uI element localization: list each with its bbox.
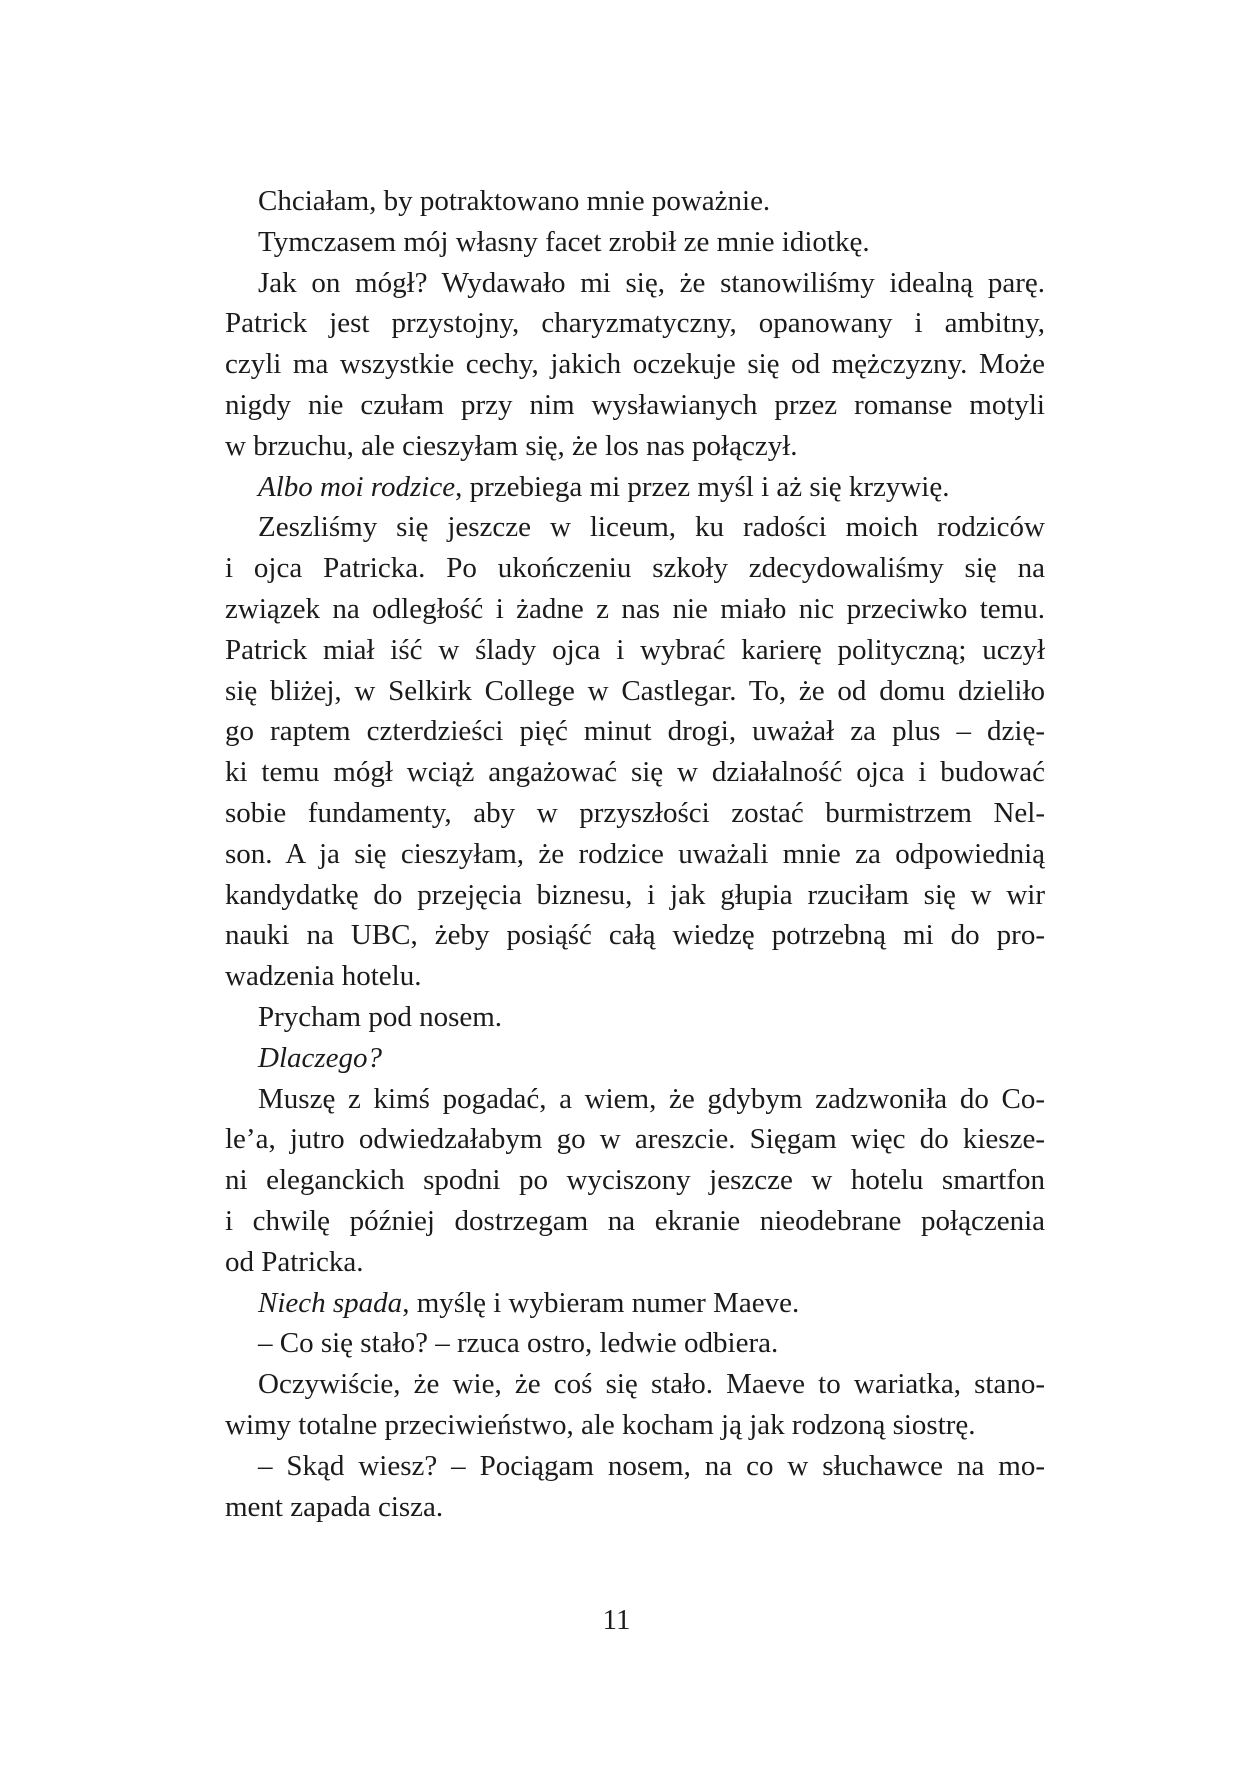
text-segment: Jak on mógł? Wydawało mi się, że stanowiliśmy idealną parę. <box>258 266 1045 299</box>
text-line <box>225 1201 1045 1242</box>
text-line <box>225 1364 1045 1405</box>
text-segment: Tymczasem mój własny facet zrobił ze mnie idiotkę. <box>258 225 870 258</box>
text-segment: Patrick miał iść w ślady ojca i wybrać karierę polityczną; uczył <box>225 633 1045 666</box>
text-line <box>225 793 1045 834</box>
text-line <box>225 630 1045 671</box>
text-segment: sobie fundamenty, aby w przyszłości zostać burmistrzem Nel- <box>225 796 1045 829</box>
text-segment: w brzuchu, ale cieszyłam się, że los nas połączył. <box>225 429 798 462</box>
text-segment: Zeszliśmy się jeszcze w liceum, ku radości moich rodziców <box>258 511 1045 544</box>
text-segment: nauki na UBC, żeby posiąść całą wiedzę potrzebną mi do pro- <box>225 919 1045 952</box>
text-line <box>225 589 1045 630</box>
text-segment: ki temu mógł wciąż angażować się w działalność ojca i budować <box>225 756 1045 789</box>
text-segment: le’a, jutro odwiedzałabym go w areszcie. Sięgam więc do kiesze- <box>225 1123 1045 1156</box>
text-segment: – Co się stało? – rzuca ostro, ledwie odbiera. <box>258 1327 779 1360</box>
text-line <box>225 1446 1045 1487</box>
text-line <box>225 752 1045 793</box>
text-line <box>225 222 1045 263</box>
text-line <box>225 1283 1045 1324</box>
text-segment: son. A ja się cieszyłam, że rodzice uważali mnie za odpowiednią <box>225 837 1045 870</box>
text-segment: wimy totalne przeciwieństwo, ale kocham ją jak rodzoną siostrę. <box>225 1408 976 1441</box>
italic-text: Niech spada <box>258 1286 403 1319</box>
text-line <box>225 1242 1045 1283</box>
text-segment: ment zapada cisza. <box>225 1490 444 1523</box>
text-line <box>225 507 1045 548</box>
page-number: 11 <box>602 1604 631 1636</box>
text-segment: Oczywiście, że wie, że coś się stało. Maeve to wariatka, stano- <box>258 1368 1045 1401</box>
text-line <box>225 1405 1045 1446</box>
text-line <box>225 997 1045 1038</box>
text-line <box>225 263 1045 304</box>
text-segment: wadzenia hotelu. <box>225 960 422 993</box>
text-segment: ni eleganckich spodni po wyciszony jeszcze w hotelu smartfon <box>225 1164 1045 1197</box>
text-segment: i chwilę później dostrzegam na ekranie nieodebrane połączenia <box>225 1204 1045 1237</box>
text-line <box>225 834 1045 875</box>
text-line <box>225 711 1045 752</box>
text-segment: – Skąd wiesz? – Pociągam nosem, na co w słuchawce na mo- <box>258 1449 1045 1482</box>
text-line <box>225 385 1045 426</box>
text-line <box>225 426 1045 467</box>
text-line <box>225 467 1045 508</box>
text-line <box>225 344 1045 385</box>
italic-text: Albo moi rodzice <box>258 470 456 503</box>
text-line <box>225 956 1045 997</box>
text-line <box>225 1323 1045 1364</box>
text-segment: Patrick jest przystojny, charyzmatyczny, opanowany i ambitny, <box>225 307 1045 340</box>
text-segment: kandydatkę do przejęcia biznesu, i jak głupia rzuciłam się w wir <box>225 878 1045 911</box>
text-line <box>225 915 1045 956</box>
text-segment: i ojca Patricka. Po ukończeniu szkoły zdecydowaliśmy się na <box>225 552 1045 585</box>
text-line <box>225 181 1045 222</box>
body-text <box>225 181 1045 1527</box>
text-line <box>225 1119 1045 1160</box>
text-segment: nigdy nie czułam przy nim wysławianych przez romanse motyli <box>225 388 1045 421</box>
text-segment: czyli ma wszystkie cechy, jakich oczekuje się od mężczyzny. Może <box>225 348 1045 381</box>
italic-text: Dlaczego? <box>258 1041 383 1074</box>
text-segment: Chciałam, by potraktowano mnie poważnie. <box>258 185 771 217</box>
text-line <box>225 303 1045 344</box>
text-segment: związek na odległość i żadne z nas nie miało nic przeciwko temu. <box>225 592 1045 625</box>
text-line <box>225 875 1045 916</box>
text-segment: , myślę i wybieram numer Maeve. <box>402 1286 800 1319</box>
text-line <box>225 548 1045 589</box>
text-segment: Muszę z kimś pogadać, a wiem, że gdybym zadzwoniła do Co- <box>258 1082 1045 1115</box>
text-segment: go raptem czterdzieści pięć minut drogi, uważał za plus – dzię- <box>225 715 1045 748</box>
text-segment: od Patricka. <box>225 1245 364 1278</box>
text-line <box>225 671 1045 712</box>
text-segment: się bliżej, w Selkirk College w Castlegar. To, że od domu dzieliło <box>225 674 1045 707</box>
text-line <box>225 1487 1045 1528</box>
text-line <box>225 1038 1045 1079</box>
text-segment: , przebiega mi przez myśl i aż się krzywię. <box>455 470 950 503</box>
text-line <box>225 1160 1045 1201</box>
text-segment: Prycham pod nosem. <box>258 1000 503 1033</box>
text-line <box>225 1079 1045 1120</box>
